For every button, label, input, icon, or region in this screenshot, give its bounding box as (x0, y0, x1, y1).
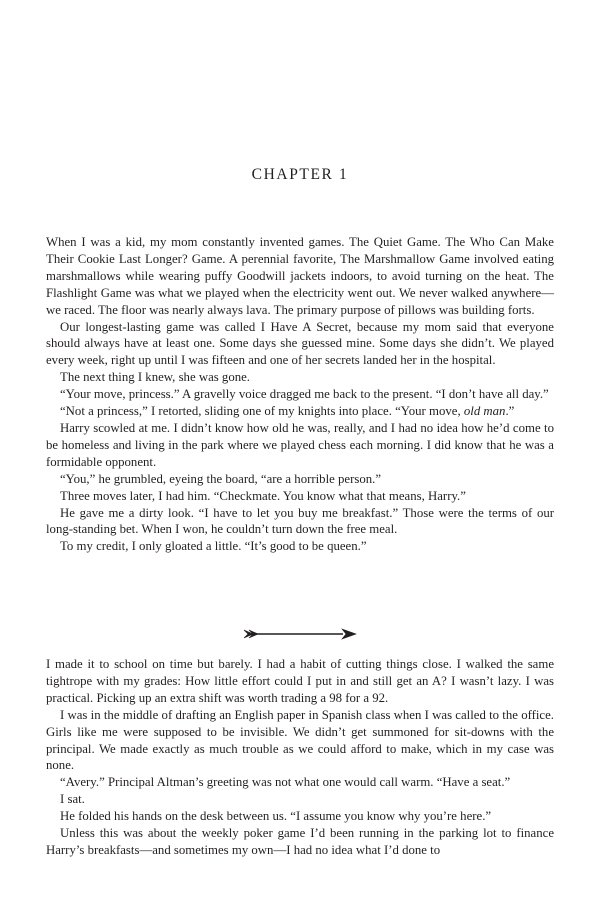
arrow-divider-icon (243, 627, 357, 641)
paragraph: Our longest-lasting game was called I Have A Secret, because my mom said that everyone should always have at least one. Some days she guessed mine. Some days she didn’t. We played every week, right up until I was fifteen and one of her secrets landed her in the hospital. (46, 319, 554, 368)
paragraph-text: “Not a princess,” I retorted, sliding one of my knights into place. “Your move, (60, 404, 464, 419)
paragraph: I made it to school on time but barely. I had a habit of cutting things close. I walked the same tightrope with my grades: How little effort could I put in and still get an A? I wasn’t lazy. I was practical. Picking up an extra shift was worth trading a 98 for a 92. (46, 657, 554, 705)
paragraph: “Your move, princess.” A gravelly voice dragged me back to the present. “I don’t have all day.” (60, 387, 549, 402)
paragraph: When I was a kid, my mom constantly invented games. The Quiet Game. The Who Can Make Their Cookie Last Longer? Game. A perennial favorite, The Marshmallow Game involved eating marshmallows while wearing puffy Goodwill jackets indoors, to avoid turning on the heat. The Flashlight Game was what we played when the electricity went out. We never walked anywhere—we raced. The floor was nearly always lava. The primary purpose of pillows was building forts. (46, 235, 554, 317)
paragraph: Harry scowled at me. I didn’t know how old he was, really, and I had no idea how he’d come to be homeless and living in the park where we played chess each morning. I did know that he was a formidable opponent. (46, 420, 554, 469)
paragraph: The next thing I knew, she was gone. (60, 370, 251, 385)
paragraph: “You,” he grumbled, eyeing the board, “are a horrible person.” (60, 471, 381, 486)
section-2-text (46, 656, 554, 859)
paragraph: I was in the middle of drafting an English paper in Spanish class when I was called to the office. Girls like me were supposed to be invisible. We didn’t get summoned for sit-downs with the principal. We made exactly as much trouble as we could afford to make, which in my case was none. (46, 707, 554, 773)
paragraph: Unless this was about the weekly poker game I’d been running in the parking lot to finance Harry’s breakfasts—and sometimes my own—I had no idea what I’d done to (46, 826, 554, 857)
paragraph (46, 403, 554, 420)
emphasis-text: old man (463, 404, 506, 419)
paragraph: Three moves later, I had him. “Checkmate. You know what that means, Harry.” (60, 488, 466, 503)
paragraph: He gave me a dirty look. “I have to let you buy me breakfast.” Those were the terms of our long-standing bet. When I won, he couldn’t turn down the free meal. (46, 505, 554, 537)
section-1-text (46, 234, 554, 555)
paragraph: To my credit, I only gloated a little. “It’s good to be queen.” (60, 539, 367, 554)
chapter-heading: CHAPTER 1 (251, 166, 349, 183)
paragraph: “Avery.” Principal Altman’s greeting was not what one would call warm. “Have a seat.” (60, 775, 511, 790)
paragraph: I sat. (60, 792, 85, 807)
paragraph: He folded his hands on the desk between us. “I assume you know why you’re here.” (60, 809, 492, 824)
paragraph-text: .” (505, 404, 515, 419)
